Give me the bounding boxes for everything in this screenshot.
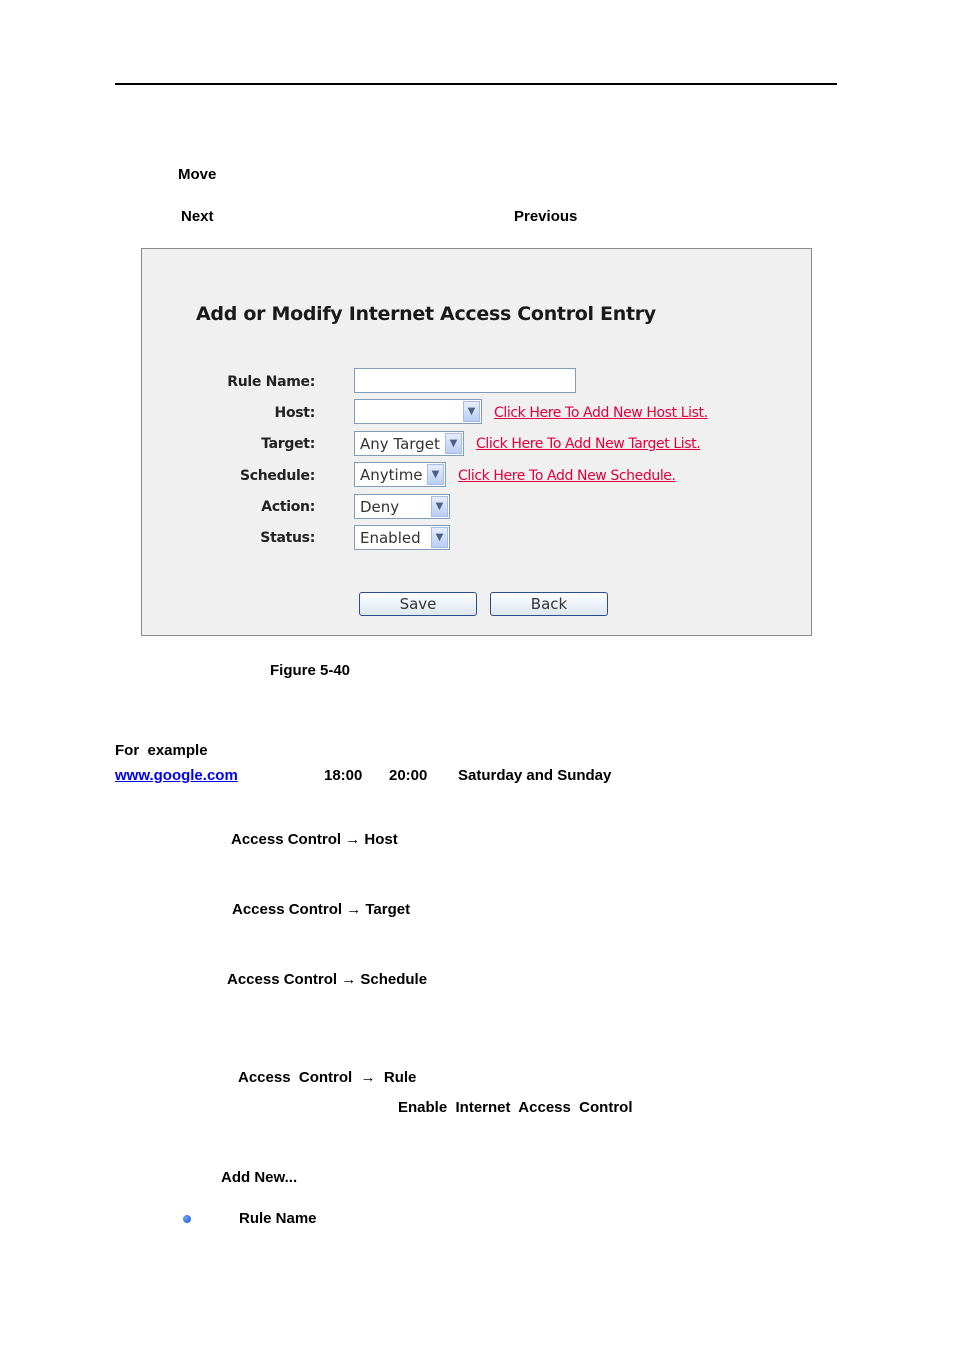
form-title: Add or Modify Internet Access Control Entry xyxy=(196,303,656,325)
chevron-down-icon[interactable]: ▼ xyxy=(445,433,462,454)
status-label: Status: xyxy=(260,530,315,546)
rule-name-label: Rule Name: xyxy=(227,374,315,390)
schedule-label: Schedule: xyxy=(239,468,315,484)
add-target-list-link[interactable]: Click Here To Add New Target List. xyxy=(476,436,701,452)
status-select-value: Enabled xyxy=(360,529,421,547)
chevron-down-icon[interactable]: ▼ xyxy=(431,527,448,548)
chevron-down-icon[interactable]: ▼ xyxy=(463,401,480,422)
target-select[interactable] xyxy=(354,431,464,456)
schedule-select-value: Anytime xyxy=(360,466,423,484)
figure-caption: Figure 5-40 xyxy=(270,662,351,679)
rule-menu-path: Access Control → Rule xyxy=(238,1069,417,1086)
action-select-value: Deny xyxy=(360,498,400,516)
target-menu-path: Access Control → Target xyxy=(232,901,411,918)
for-example-text: For example xyxy=(115,742,208,759)
rule-name-item: Rule Name xyxy=(239,1210,317,1227)
status-select[interactable] xyxy=(354,525,450,550)
days-text: Saturday and Sunday xyxy=(458,767,612,784)
chevron-down-icon[interactable]: ▼ xyxy=(431,496,448,517)
action-select[interactable] xyxy=(354,494,450,519)
action-label: Action: xyxy=(261,499,315,515)
time-from: 18:00 xyxy=(324,767,363,784)
rule-name-input[interactable] xyxy=(354,368,576,393)
target-label: Target: xyxy=(261,436,315,452)
host-select[interactable] xyxy=(354,399,482,424)
bullet-icon xyxy=(183,1215,191,1223)
target-select-value: Any Target xyxy=(360,435,440,453)
save-button[interactable]: Save xyxy=(359,592,477,616)
access-control-form-panel xyxy=(141,248,812,636)
time-to: 20:00 xyxy=(389,767,428,784)
add-host-list-link[interactable]: Click Here To Add New Host List. xyxy=(494,405,708,421)
host-label: Host: xyxy=(274,405,315,421)
header-divider xyxy=(115,83,837,85)
next-word: Next xyxy=(181,208,214,225)
previous-word: Previous xyxy=(514,208,578,225)
back-button[interactable]: Back xyxy=(490,592,608,616)
enable-access-control-text: Enable Internet Access Control xyxy=(398,1099,633,1116)
schedule-menu-path: Access Control → Schedule xyxy=(227,971,428,988)
schedule-select[interactable] xyxy=(354,462,446,487)
example-url-link[interactable]: www.google.com xyxy=(115,767,238,784)
add-new-text: Add New... xyxy=(221,1169,298,1186)
host-menu-path: Access Control → Host xyxy=(231,831,398,848)
move-word: Move xyxy=(178,166,217,183)
chevron-down-icon[interactable]: ▼ xyxy=(427,464,444,485)
add-schedule-link[interactable]: Click Here To Add New Schedule. xyxy=(458,468,676,484)
